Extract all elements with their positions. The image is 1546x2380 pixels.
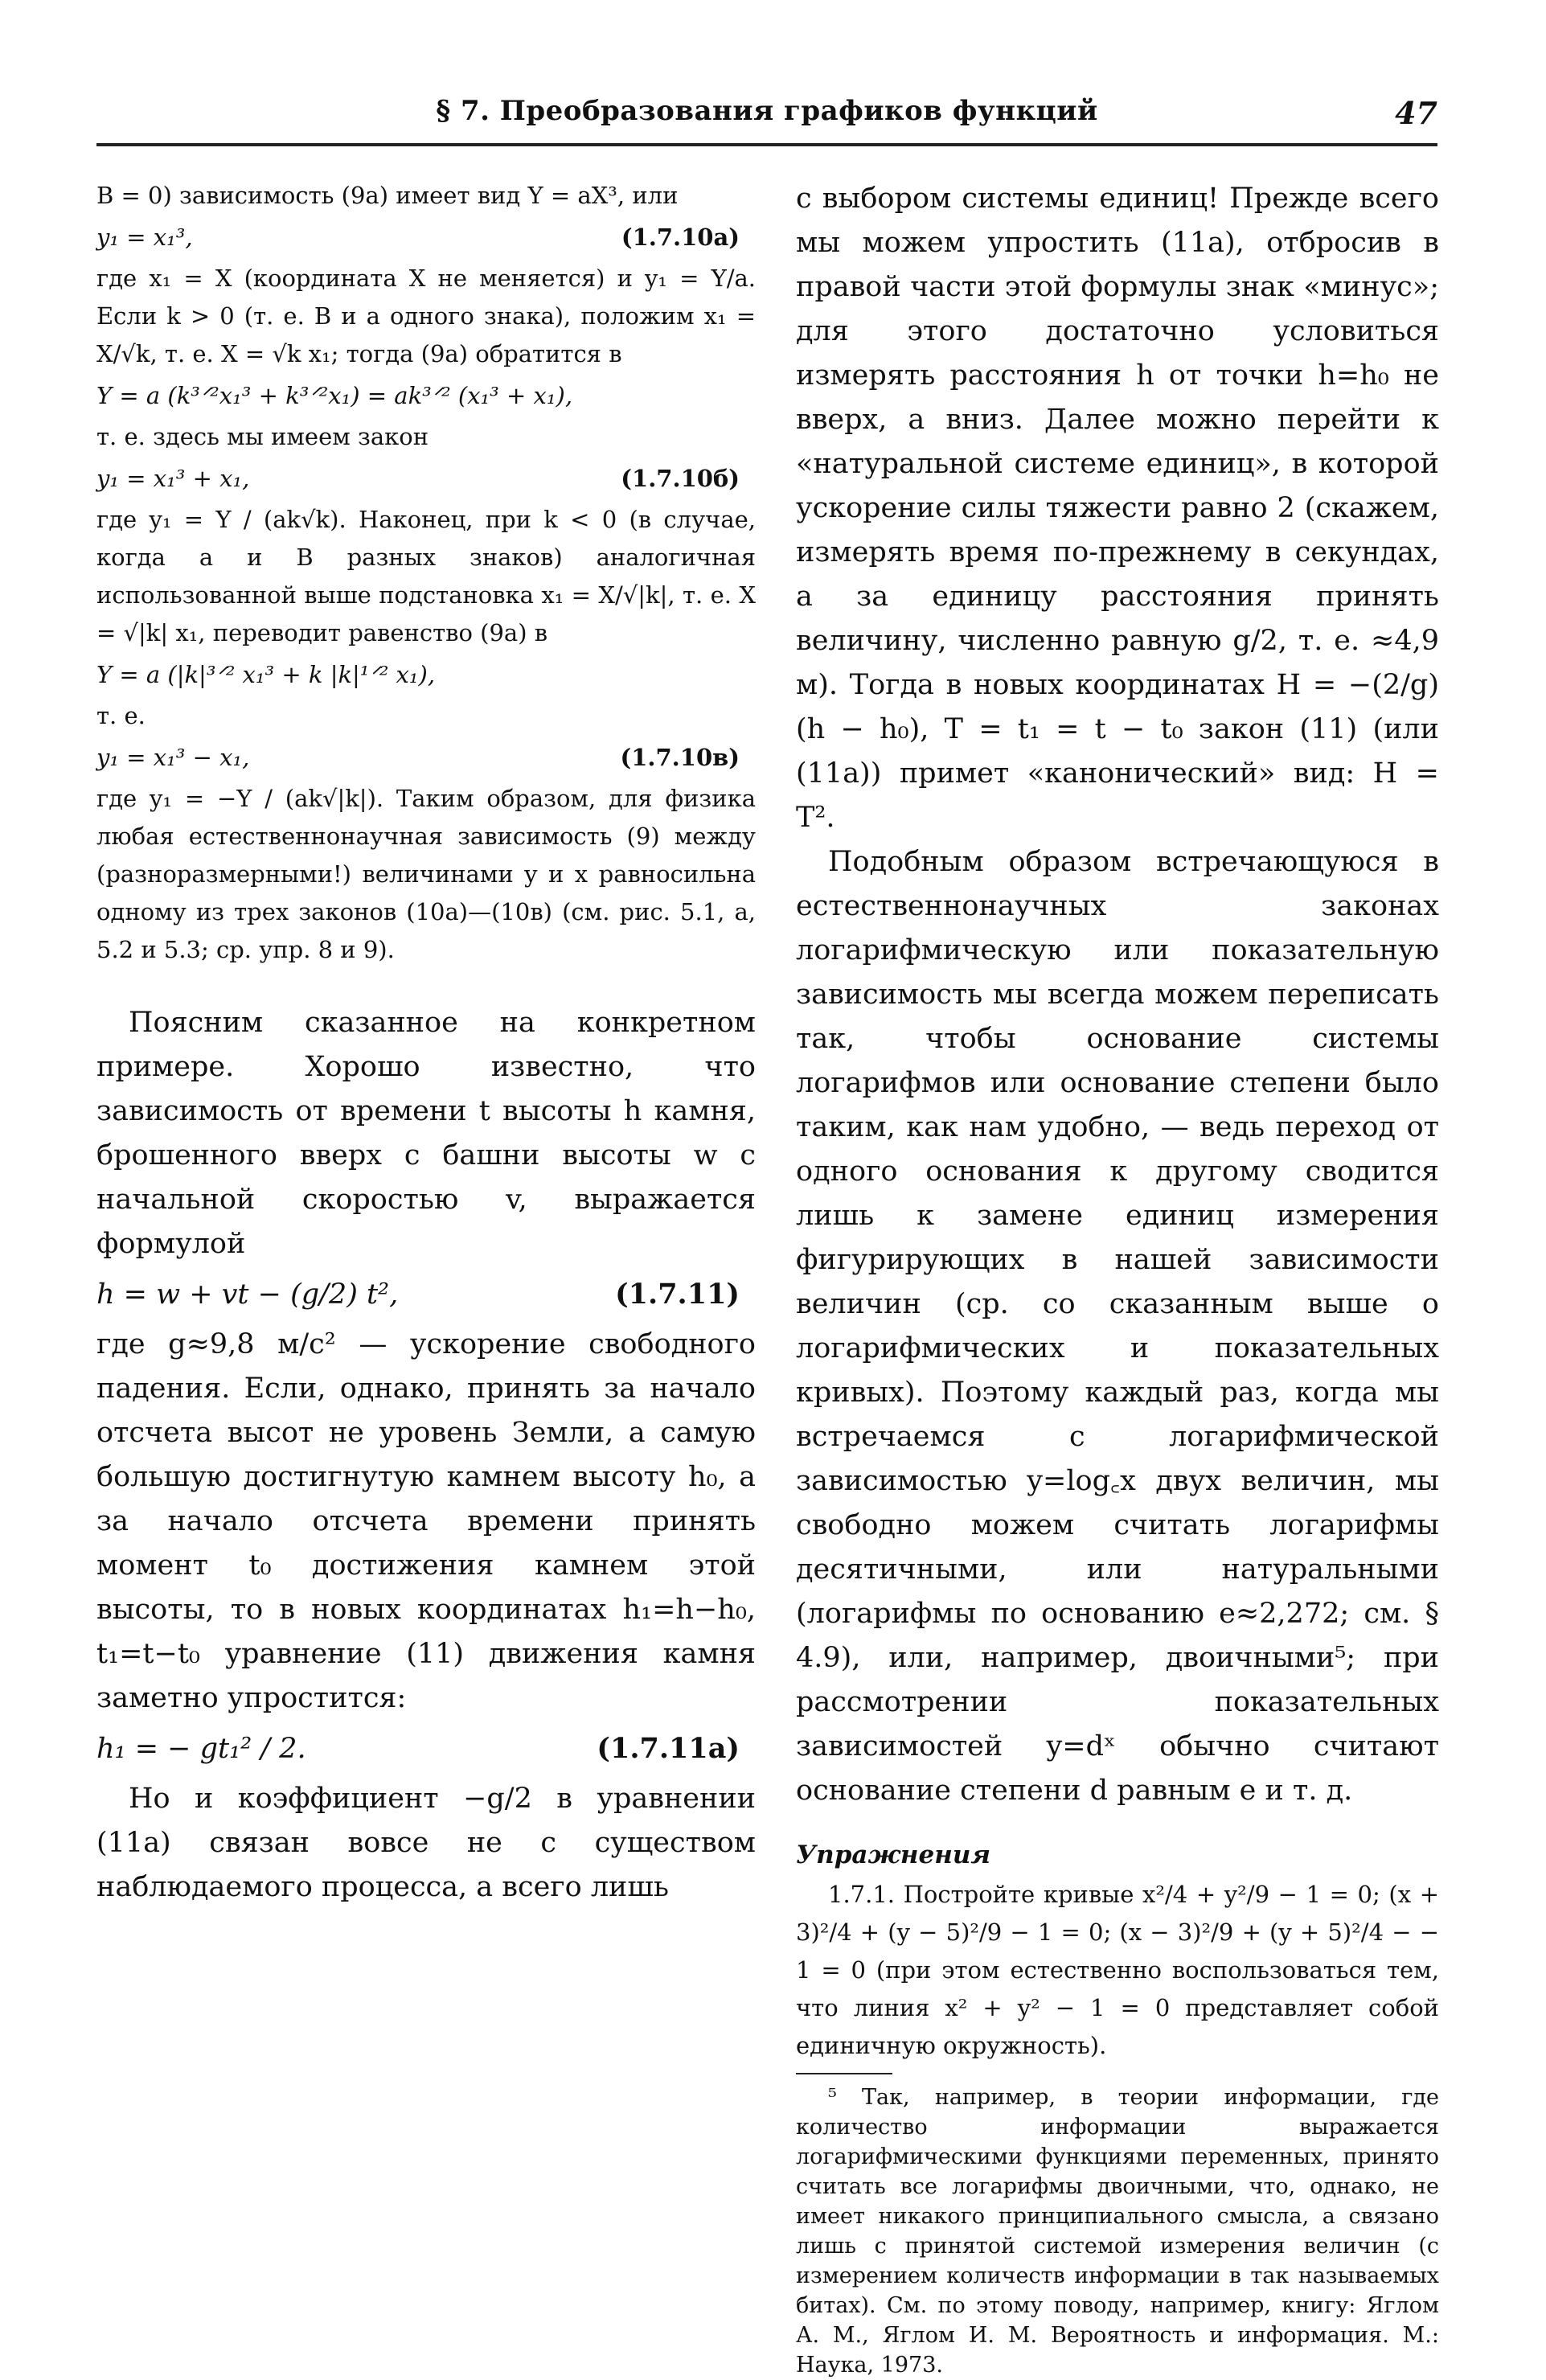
equation-text: h = w + vt − (g/2) t²,: [96, 1278, 399, 1311]
right-column: [796, 177, 1439, 2380]
paragraph: где x₁ = X (координата X не меняется) и y₁ = Y/a. Если k > 0 (т. е. B и a одного знака), положим x₁ = X/√k, т. е. X = √k x₁; тогда (9а) обратится в: [96, 265, 756, 367]
footnote-rule: [796, 2073, 892, 2074]
header-rule: [96, 143, 1437, 146]
equation-number: (1.7.10б): [621, 465, 740, 492]
equation-11a: [96, 1721, 756, 1777]
paragraph: где y₁ = Y / (ak√k). Наконец, при k < 0 (в случае, когда a и B разных знаков) аналогичная использованной выше подстановка x₁ = X/√|k|, т. е. X = √|k| x₁, переводит равенство (9а) в: [96, 506, 756, 646]
left-small-block: [96, 177, 756, 969]
running-title: § 7. Преобразования графиков функций: [436, 95, 1098, 127]
paragraph: т. е.: [96, 702, 146, 729]
equation: [96, 652, 756, 697]
equation-text: Y = a (|k|³ᐟ² x₁³ + k |k|¹ᐟ² x₁),: [96, 661, 436, 688]
paragraph: Но и коэффициент −g/2 в уравнении (11а) связан вовсе не с существом наблюдаемого процесса, а всего лишь: [96, 1783, 756, 1903]
left-column: [96, 177, 756, 1910]
footnote: [796, 2082, 1439, 2380]
equation-number: (1.7.11а): [597, 1732, 740, 1765]
left-large-block: [96, 1001, 756, 1910]
equation-10a: [96, 215, 756, 260]
paragraph: B = 0) зависимость (9а) имеет вид Y = aX³, или: [96, 182, 679, 209]
equation-text: h₁ = − gt₁² / 2.: [96, 1733, 306, 1765]
equation-number: (1.7.10в): [620, 744, 740, 771]
equation-number: (1.7.11): [615, 1278, 740, 1311]
paragraph: где y₁ = −Y / (ak√|k|). Таким образом, для физика любая естественнонаучная зависимость (9) между (разноразмерными!) величинами y и x равносильна одному из трех законов (10а)—(10в) (см. рис. 5.1, а, 5.2 и 5.3; ср. упр. 8 и 9).: [96, 785, 756, 963]
paragraph: где g≈9,8 м/с² — ускорение свободного падения. Если, однако, принять за начало отсчета высот не уровень Земли, а самую большую достигнутую камнем высоту h₀, а за начало отсчета времени принять момент t₀ достижения камнем этой высоты, то в новых координатах h₁=h−h₀, t₁=t−t₀ уравнение (11) движения камня заметно упростится:: [96, 1328, 756, 1714]
equation-text: y₁ = x₁³,: [96, 224, 193, 251]
right-large-block: [796, 177, 1439, 1813]
footnote-text: ⁵ Так, например, в теории информации, где количество информации выражается логарифмическими функциями переменных, принято считать все логарифмы двоичными, что, однако, не имеет никакого принципиального смысла, а связано лишь с принятой системой измерения величин (с измерением количеств информации в так называемых битах). См. по этому поводу, например, книгу: Яглом А. М., Яглом И. М. Вероятность и информация. М.: Наука, 1973.: [796, 2085, 1439, 2378]
paragraph: Поясним сказанное на конкретном примере. Хорошо известно, что зависимость от времени t высоты h камня, брошенного вверх с башни высоты w с начальной скоростью v, выражается формулой: [96, 1007, 756, 1260]
equation-11: [96, 1266, 756, 1323]
spacer: [96, 969, 756, 1001]
paragraph: Подобным образом встречающуюся в естественнонаучных законах логарифмическую или показательную зависимость мы всегда можем переписать так, чтобы основание системы логарифмов или основание степени было таким, как нам удобно, — ведь переход от одного основания к другому сводится лишь к замене единиц измерения фигурирующих в нашей зависимости величин (ср. со сказанным выше о логарифмических и показательных кривых). Поэтому каждый раз, когда мы встречаемся с логарифмической зависимостью y=log꜀x двух величин, мы свободно можем считать логарифмы десятичными, или натуральными (логарифмы по основанию e≈2,272; см. § 4.9), или, например, двоичными⁵; при рассмотрении показательных зависимостей y=dˣ обычно считают основание степени d равным e и т. д.: [796, 846, 1439, 1807]
equation-text: y₁ = x₁³ − x₁,: [96, 744, 250, 771]
equation-text: Y = a (k³ᐟ²x₁³ + k³ᐟ²x₁) = ak³ᐟ² (x₁³ + x₁),: [96, 382, 573, 409]
exercises-heading: Упражнения: [796, 1840, 991, 1869]
spacer: [796, 1813, 1439, 1834]
paragraph: с выбором системы единиц! Прежде всего мы можем упростить (11а), отбросив в правой части этой формулы знак «минус»; для этого достаточно условиться измерять расстояния h от точки h=h₀ не вверх, а вниз. Далее можно перейти к «натуральной системе единиц», в которой ускорение силы тяжести равно 2 (скажем, измерять время по-прежнему в секундах, а за единицу расстояния принять величину, численно равную g/2, т. е. ≈4,9 м). Тогда в новых координатах H = −(2/g)(h − h₀), T = t₁ = t − t₀ закон (11) (или (11а)) примет «канонический» вид: H = T².: [796, 183, 1439, 834]
equation-text: y₁ = x₁³ + x₁,: [96, 465, 250, 492]
paragraph: т. е. здесь мы имеем закон: [96, 423, 429, 450]
exercises-block: [796, 1834, 1439, 2065]
equation-10b: [96, 456, 756, 501]
equation-number: (1.7.10а): [621, 224, 740, 251]
equation-10v: [96, 735, 756, 780]
exercise-item: 1.7.1. Постройте кривые x²/4 + y²/9 − 1 = 0; (x + 3)²/4 + (y − 5)²/9 − 1 = 0; (x − 3)²/9 + (y + 5)²/4 − − 1 = 0 (при этом естественно воспользоваться тем, что линия x² + y² − 1 = 0 представляет собой единичную окружность).: [796, 1881, 1439, 2059]
equation: [96, 373, 756, 418]
page-number: 47: [1395, 95, 1437, 131]
